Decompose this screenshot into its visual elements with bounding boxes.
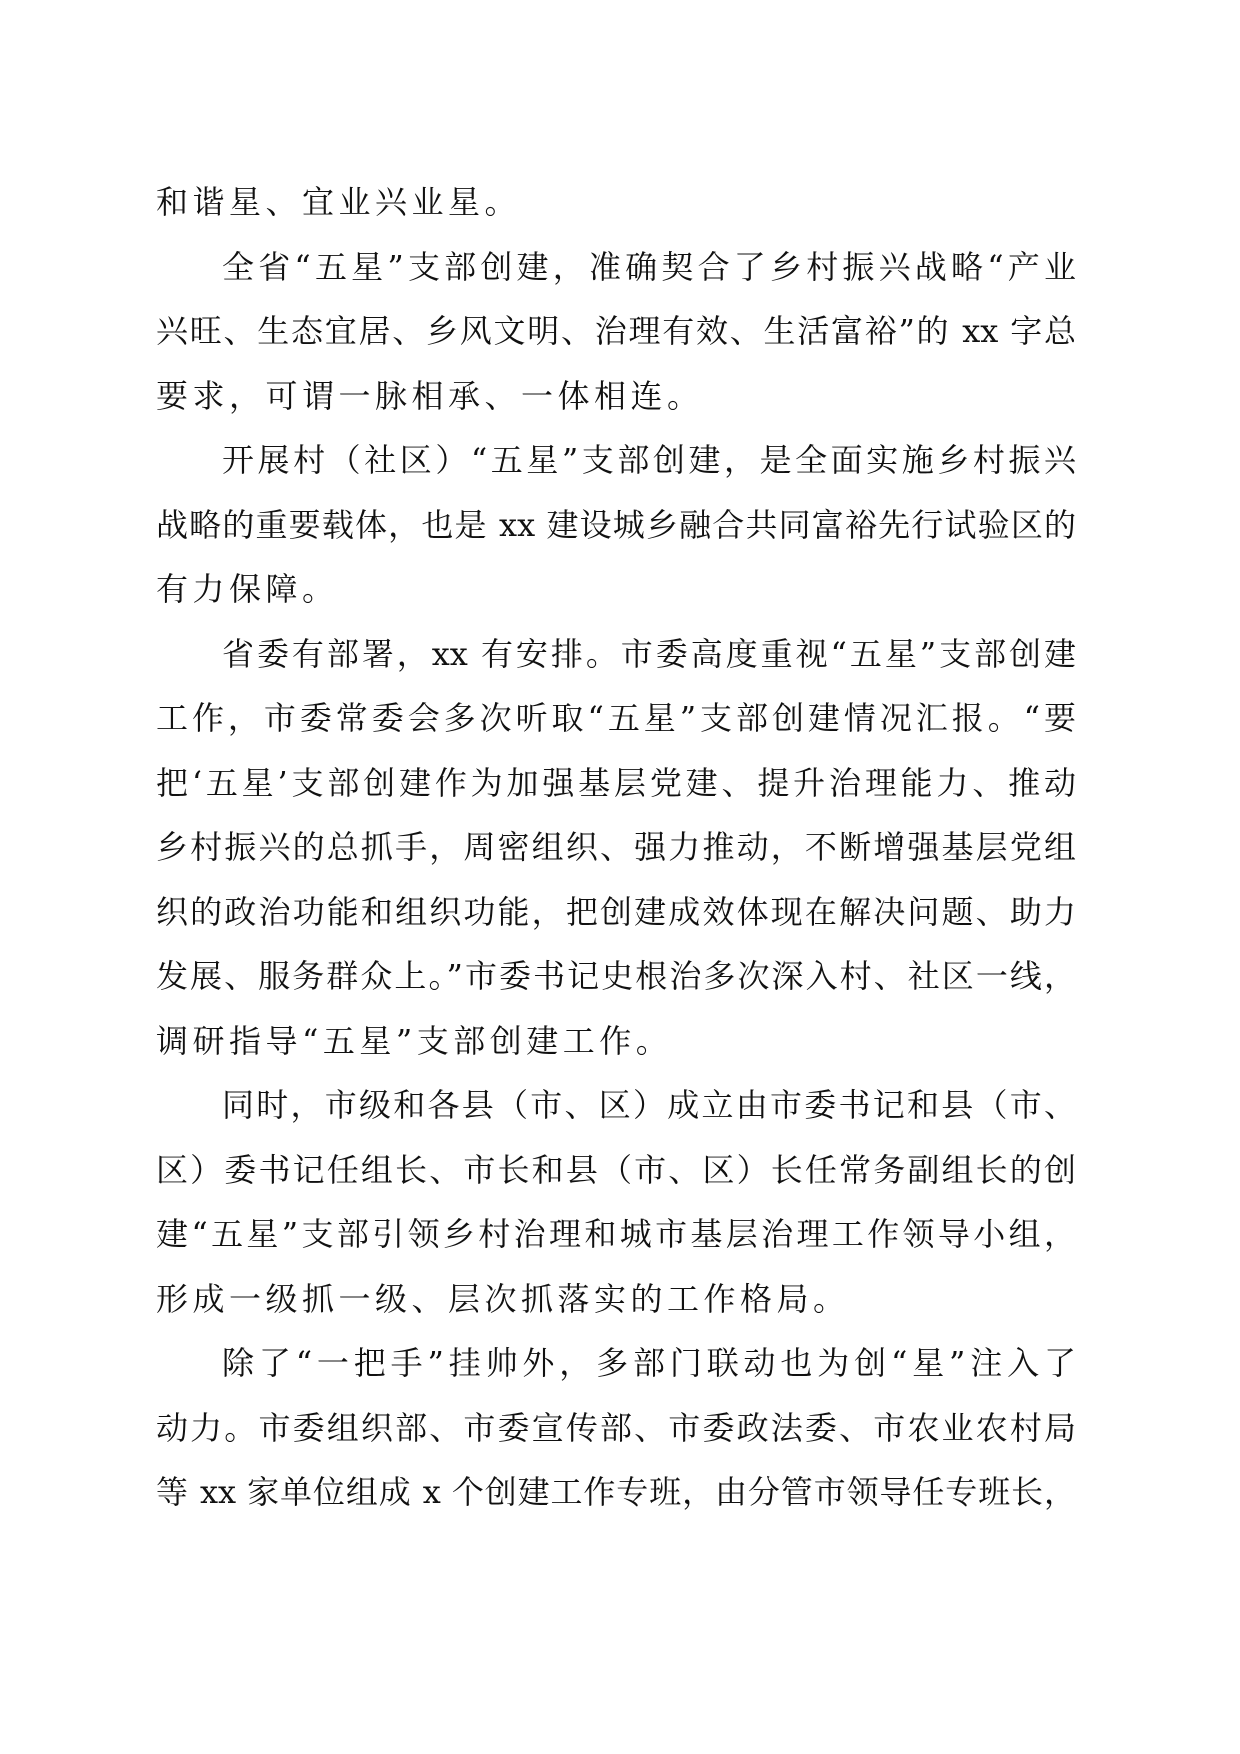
text-line: 等 xx 家单位组成 x 个创建工作专班，由分管市领导任专班长，: [156, 1473, 1076, 1511]
text-line: 形成一级抓一级、层次抓落实的工作格局。: [156, 1279, 850, 1318]
text-line: 和谐星、宜业兴业星。: [156, 183, 522, 221]
text-line: 战略的重要载体，也是 xx 建设城乡融合共同富裕先行试验区的: [156, 505, 1076, 544]
text-line: 有力保障。: [156, 570, 339, 608]
text-line: 要求，可谓一脉相承、一体相连。: [156, 376, 704, 415]
text-line: 工作，市委常委会多次听取“五星”支部创建情况汇报。“要: [156, 699, 1076, 737]
text-line: 开展村（社区）“五星”支部创建，是全面实施乡村振兴: [222, 441, 1076, 479]
text-line: 织的政治功能和组织功能，把创建成效体现在解决问题、助力: [156, 892, 1076, 931]
text-line: 把‘五星’支部创建作为加强基层党建、提升治理能力、推动: [156, 763, 1076, 802]
text-line: 动力。市委组织部、市委宣传部、市委政法委、市农业农村局: [156, 1408, 1076, 1447]
text-line: 发展、服务群众上。”市委书记史根治多次深入村、社区一线，: [156, 957, 1076, 995]
text-line: 全省“五星”支部创建，准确契合了乡村振兴战略“产业: [222, 247, 1076, 286]
text-line: 除了“一把手”挂帅外，多部门联动也为创“星”注入了: [222, 1344, 1076, 1382]
document-body: [156, 182, 1076, 1537]
text-line: 区）委书记任组长、市长和县（市、区）长任常务副组长的创: [156, 1150, 1076, 1189]
text-line: 省委有部署，xx 有安排。市委高度重视“五星”支部创建: [222, 634, 1076, 673]
text-line: 建“五星”支部引领乡村治理和城市基层治理工作领导小组，: [156, 1215, 1076, 1253]
text-line: 乡村振兴的总抓手，周密组织、强力推动，不断增强基层党组: [156, 828, 1076, 866]
text-line: 同时，市级和各县（市、区）成立由市委书记和县（市、: [222, 1086, 1076, 1124]
text-line: 调研指导“五星”支部创建工作。: [156, 1021, 673, 1060]
text-line: 兴旺、生态宜居、乡风文明、治理有效、生活富裕”的 xx 字总: [156, 312, 1076, 350]
